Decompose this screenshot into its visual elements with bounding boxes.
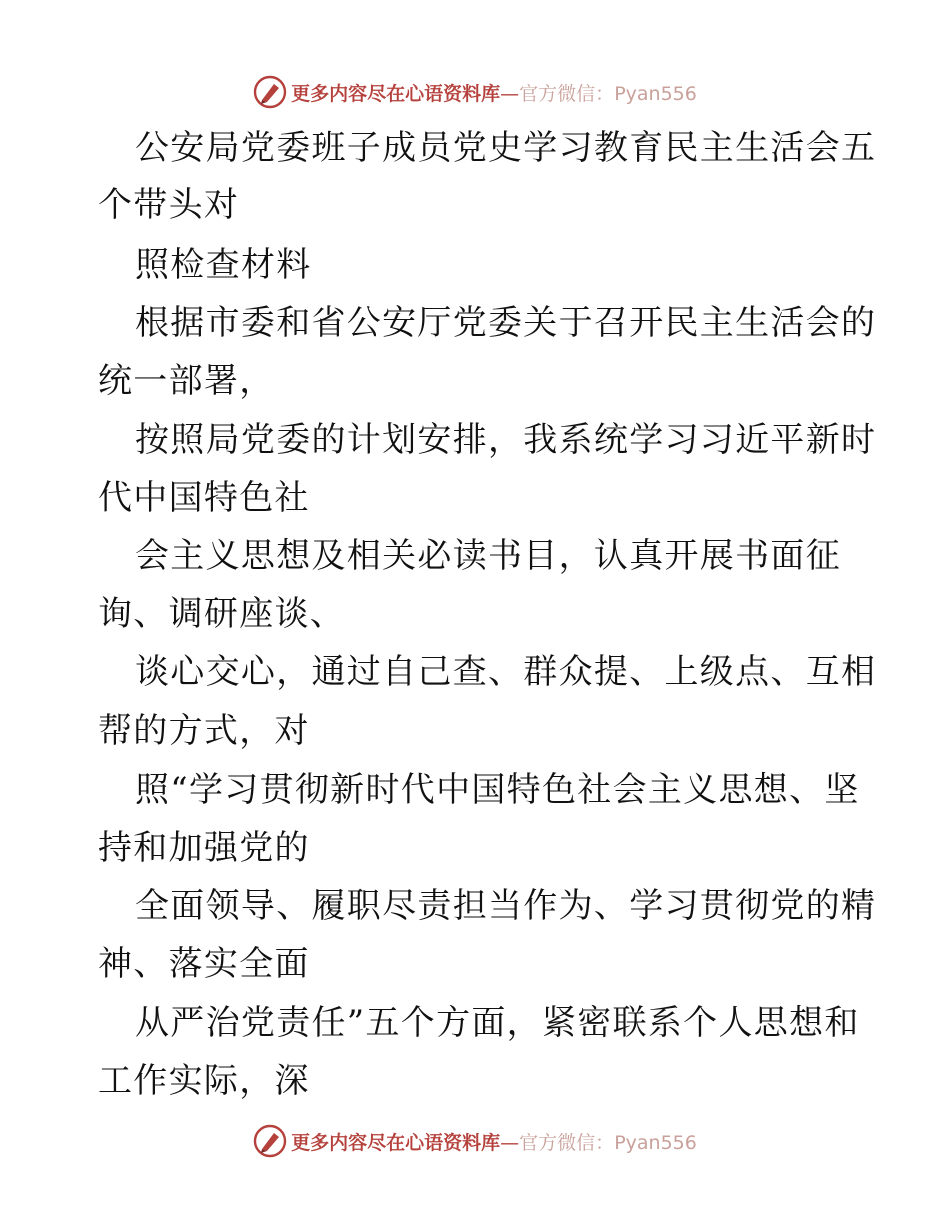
doc-line: 统一部署， — [98, 361, 275, 401]
doc-line: 根据市委和省公安厅党委关于召开民主生活会的 — [135, 303, 877, 343]
doc-line: 持和加强党的 — [98, 828, 310, 868]
header-banner-text — [291, 79, 697, 106]
header-banner — [0, 72, 950, 112]
doc-line: 代中国特色社 — [98, 478, 310, 518]
doc-line: 神、落实全面 — [98, 944, 310, 984]
pen-nib-logo-icon — [253, 75, 287, 109]
doc-line: 照“学习贯彻新时代中国特色社会主义思想、坚 — [135, 770, 860, 810]
footer-banner-text — [291, 1128, 697, 1155]
pen-nib-logo-icon — [253, 1124, 287, 1158]
header-brand: 更多内容尽在心语资料库 — [291, 82, 501, 105]
footer-banner — [0, 1121, 950, 1161]
doc-line: 个带头对 — [98, 185, 240, 225]
doc-line: 全面领导、履职尽责担当作为、学习贯彻党的精 — [135, 886, 877, 926]
header-wechat-label: 官方微信： — [519, 82, 615, 105]
footer-wechat-id: Pyan556 — [614, 1131, 697, 1154]
doc-line: 会主义思想及相关必读书目，认真开展书面征 — [135, 536, 841, 576]
footer-wechat-label: 官方微信： — [519, 1131, 615, 1154]
doc-line: 工作实际，深 — [98, 1061, 310, 1101]
doc-line: 谈心交心，通过自己查、群众提、上级点、互相 — [135, 652, 877, 692]
header-wechat-id: Pyan556 — [614, 82, 697, 105]
doc-line: 询、调研座谈、 — [98, 594, 346, 634]
doc-line: 照检查材料 — [135, 245, 312, 285]
doc-line: 从严治党责任”五个方面，紧密联系个人思想和 — [135, 1003, 860, 1043]
doc-line: 按照局党委的计划安排，我系统学习习近平新时 — [135, 420, 877, 460]
doc-line: 帮的方式，对 — [98, 711, 310, 751]
footer-brand: 更多内容尽在心语资料库 — [291, 1131, 501, 1154]
doc-line: 公安局党委班子成员党史学习教育民主生活会五 — [135, 128, 877, 168]
footer-dash: — — [500, 1131, 520, 1154]
header-dash: — — [500, 82, 520, 105]
